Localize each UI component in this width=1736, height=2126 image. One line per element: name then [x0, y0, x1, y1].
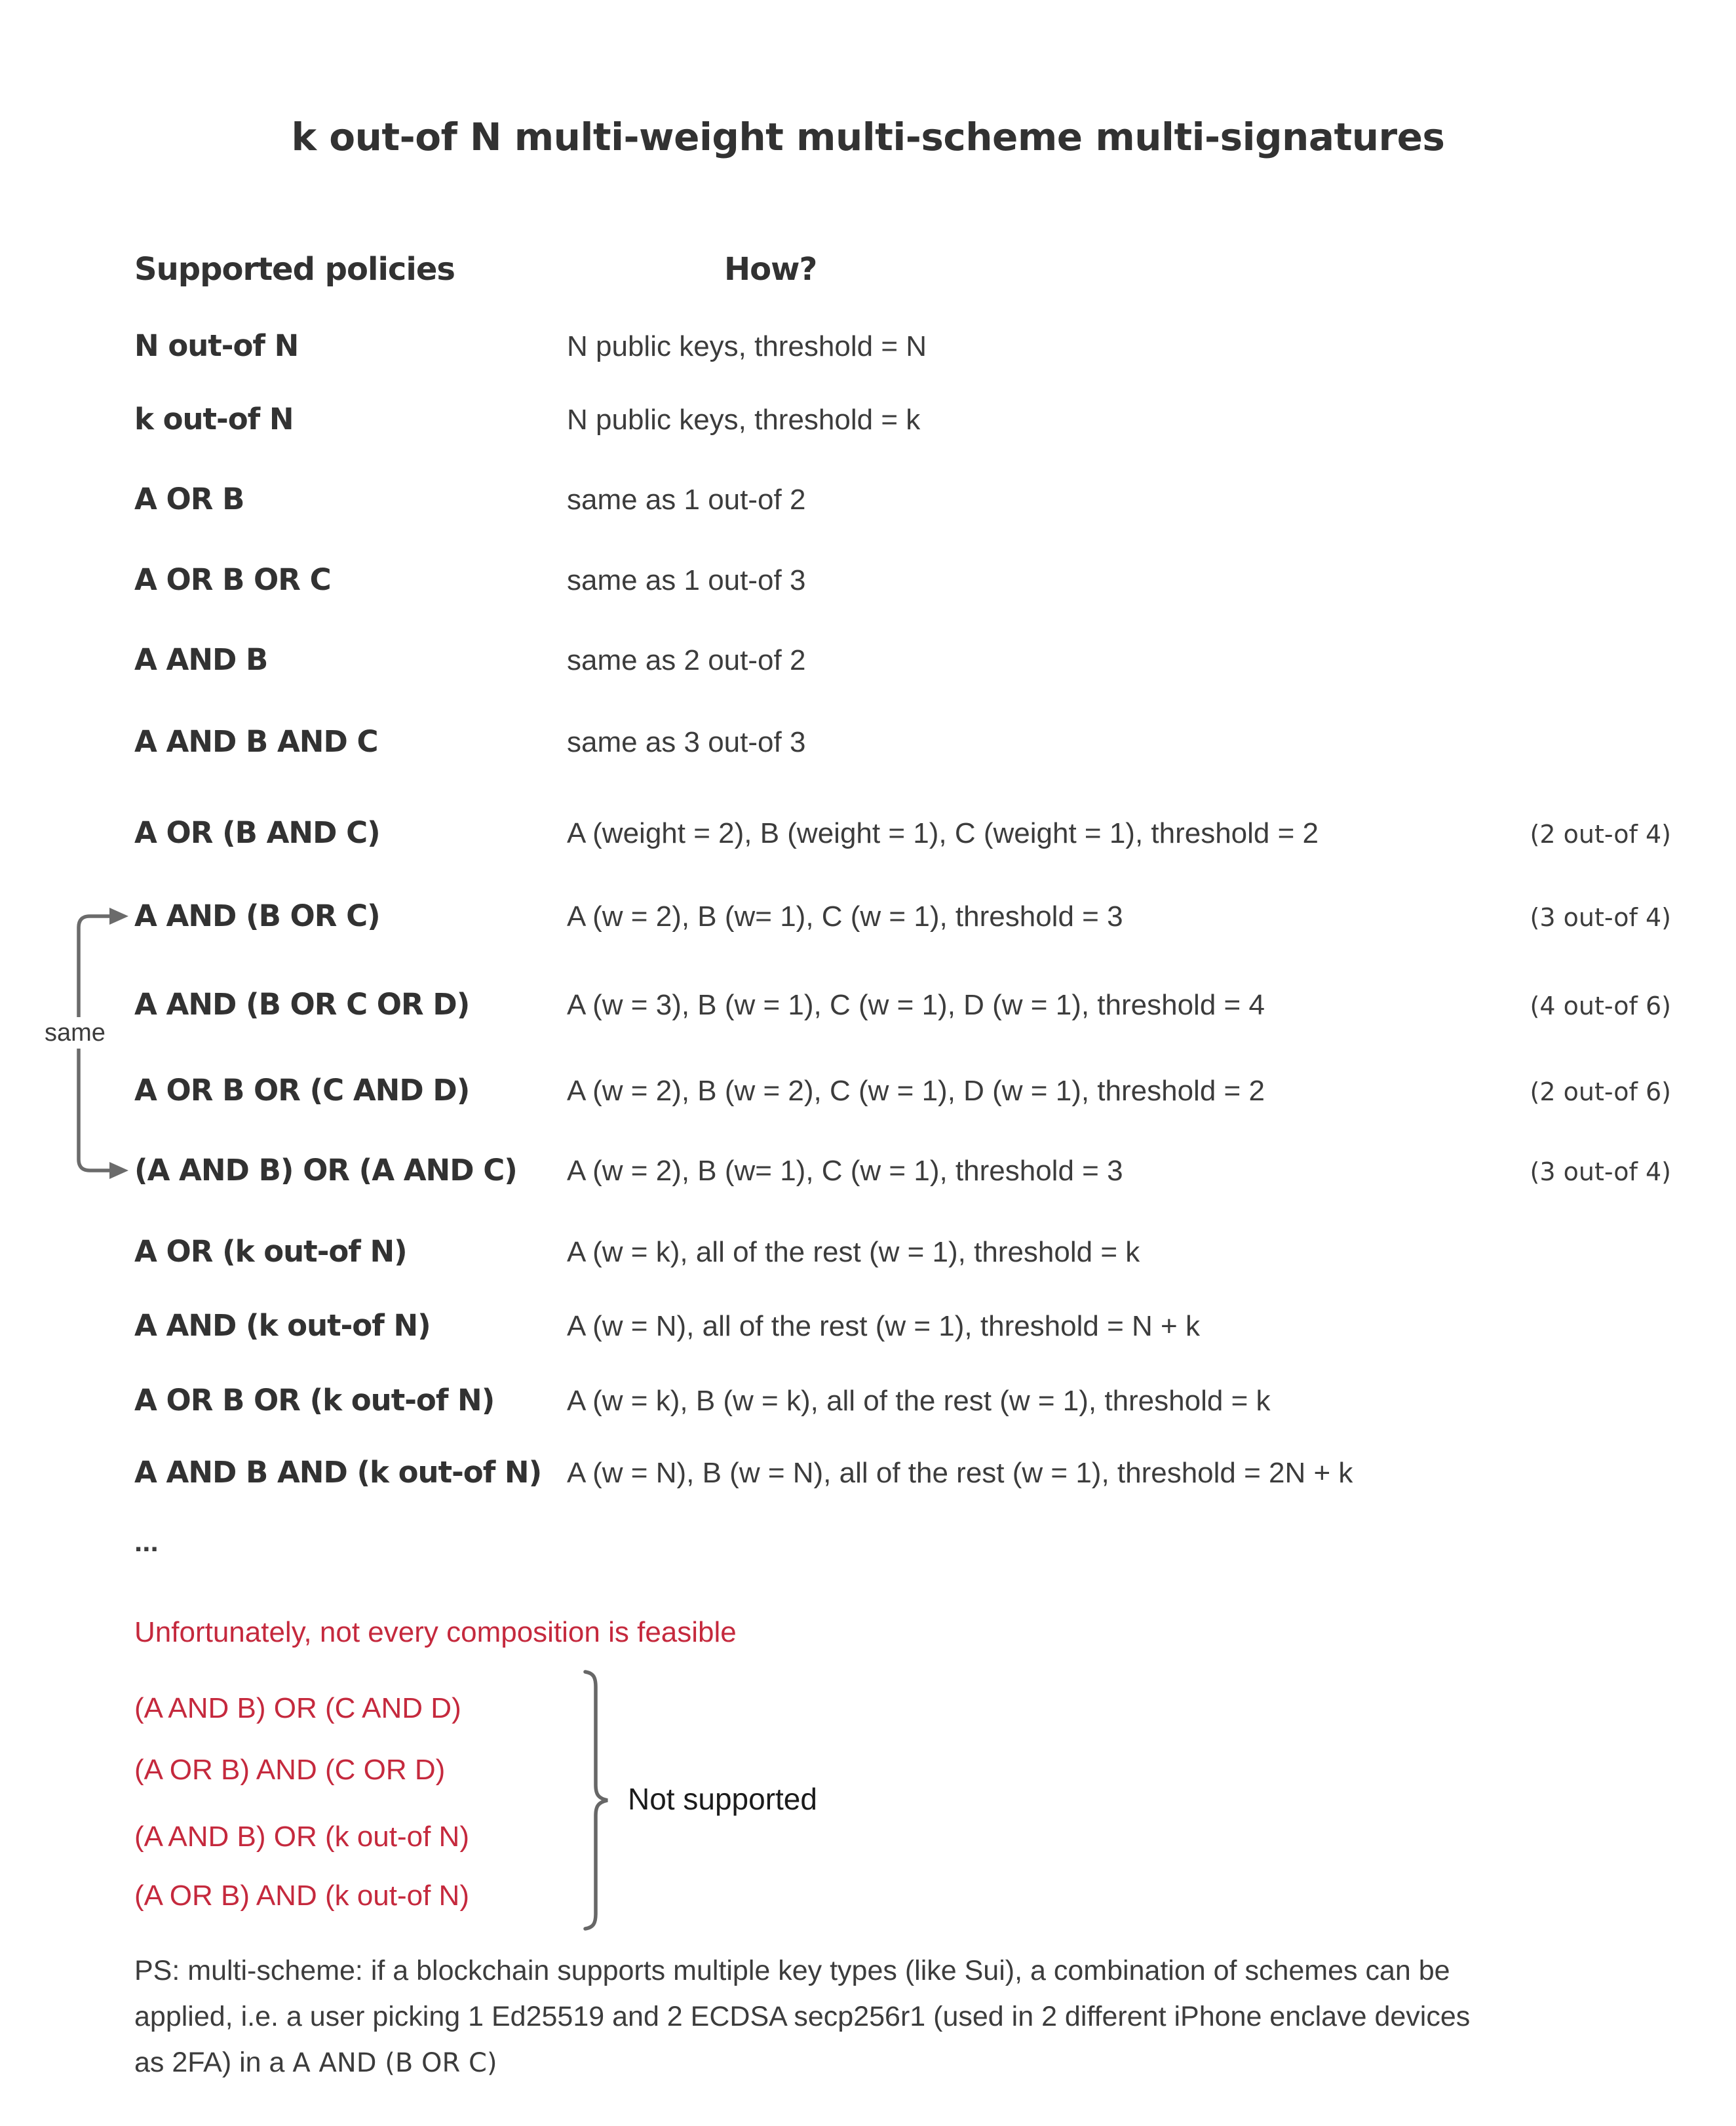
- policy-label: A OR B OR C: [134, 562, 331, 597]
- footnote-line-2: applied, i.e. a user picking 1 Ed25519 and 2 ECDSA secp256r1 (used in 2 different iPhone enclave devices: [134, 2001, 1471, 2032]
- footnote-policy-expression: A AND (B OR C): [292, 2048, 497, 2078]
- policy-label: A AND (B OR C OR D): [134, 987, 470, 1022]
- column-header-how: How?: [724, 251, 817, 288]
- equivalence-note: (3 out-of 4): [1530, 903, 1671, 932]
- equivalence-note: (2 out-of 4): [1530, 820, 1671, 849]
- how-description: A (w = 2), B (w= 1), C (w = 1), threshold = 3: [567, 900, 1123, 933]
- policy-label: A OR B OR (C AND D): [134, 1073, 470, 1108]
- table-row: [134, 1452, 1671, 1493]
- how-description: same as 3 out-of 3: [567, 726, 806, 758]
- page-title: k out-of N multi-weight multi-scheme multi-signatures: [291, 115, 1445, 159]
- table-row: [134, 896, 1671, 937]
- equivalence-note: (4 out-of 6): [1530, 992, 1671, 1020]
- footnote: [134, 1948, 1642, 2086]
- unsupported-policy-item: (A AND B) OR (C AND D): [134, 1692, 461, 1724]
- footnote-line-1: PS: multi-scheme: if a blockchain supports multiple key types (like Sui), a combination of schemes can be: [134, 1955, 1450, 1986]
- policy-label: A AND (k out-of N): [134, 1308, 431, 1343]
- table-row: [134, 1070, 1671, 1111]
- table-ellipsis: ...: [134, 1526, 159, 1558]
- table-row: [134, 1305, 1671, 1346]
- footnote-line-3: [134, 2039, 1642, 2086]
- policy-label: A OR B OR (k out-of N): [134, 1383, 495, 1418]
- policy-label: A OR (B AND C): [134, 815, 380, 850]
- table-row: [134, 479, 1671, 520]
- table-row: [134, 1380, 1671, 1421]
- equivalence-note: (3 out-of 4): [1530, 1157, 1671, 1186]
- how-description: N public keys, threshold = k: [567, 404, 921, 436]
- same-label: same: [39, 1017, 111, 1049]
- table-row: [134, 1150, 1671, 1191]
- how-description: A (w = 2), B (w = 2), C (w = 1), D (w = 1), threshold = 2: [567, 1075, 1265, 1107]
- how-description: A (w = 2), B (w= 1), C (w = 1), threshold = 3: [567, 1155, 1123, 1187]
- table-row: [134, 813, 1671, 853]
- policy-label: N out-of N: [134, 328, 299, 363]
- how-description: A (w = N), B (w = N), all of the rest (w = 1), threshold = 2N + k: [567, 1457, 1353, 1489]
- policy-label: A OR (k out-of N): [134, 1234, 407, 1269]
- table-row: [134, 640, 1671, 680]
- policy-label: A OR B: [134, 482, 244, 516]
- policy-label: A AND B: [134, 642, 268, 677]
- how-description: N public keys, threshold = N: [567, 330, 927, 362]
- unsupported-policy-item: (A OR B) AND (k out-of N): [134, 1880, 469, 1912]
- how-description: A (w = k), B (w = k), all of the rest (w = 1), threshold = k: [567, 1385, 1271, 1417]
- column-header-supported-policies: Supported policies: [134, 251, 455, 288]
- equivalence-note: (2 out-of 6): [1530, 1077, 1671, 1106]
- brace-path: [585, 1672, 608, 1929]
- how-description: same as 1 out-of 3: [567, 564, 806, 596]
- how-description: same as 2 out-of 2: [567, 644, 806, 676]
- policy-label: k out-of N: [134, 402, 294, 436]
- not-supported-label: Not supported: [628, 1782, 817, 1816]
- how-description: A (weight = 2), B (weight = 1), C (weight = 1), threshold = 2: [567, 817, 1319, 849]
- table-row: [134, 722, 1671, 762]
- unsupported-policy-item: (A OR B) AND (C OR D): [134, 1754, 446, 1786]
- unsupported-policy-item: (A AND B) OR (k out-of N): [134, 1821, 469, 1853]
- table-row: [134, 326, 1671, 366]
- how-description: same as 1 out-of 2: [567, 484, 806, 516]
- infeasible-heading: Unfortunately, not every composition is feasible: [134, 1616, 737, 1648]
- table-row: [134, 984, 1671, 1025]
- grouping-brace-icon: [580, 1670, 626, 1931]
- arrowhead-bottom-icon: [109, 1162, 128, 1179]
- table-row: [134, 560, 1671, 600]
- policy-label: (A AND B) OR (A AND C): [134, 1153, 517, 1188]
- footnote-line-3-prefix: as 2FA) in a: [134, 2047, 293, 2078]
- policy-label: A AND (B OR C): [134, 899, 380, 933]
- how-description: A (w = N), all of the rest (w = 1), threshold = N + k: [567, 1310, 1200, 1342]
- policy-label: A AND B AND (k out-of N): [134, 1455, 542, 1490]
- policy-label: A AND B AND C: [134, 724, 378, 759]
- table-row: [134, 1231, 1671, 1272]
- table-row: [134, 399, 1671, 440]
- how-description: A (w = 3), B (w = 1), C (w = 1), D (w = 1), threshold = 4: [567, 989, 1265, 1021]
- arrowhead-top-icon: [109, 908, 128, 925]
- how-description: A (w = k), all of the rest (w = 1), threshold = k: [567, 1236, 1140, 1268]
